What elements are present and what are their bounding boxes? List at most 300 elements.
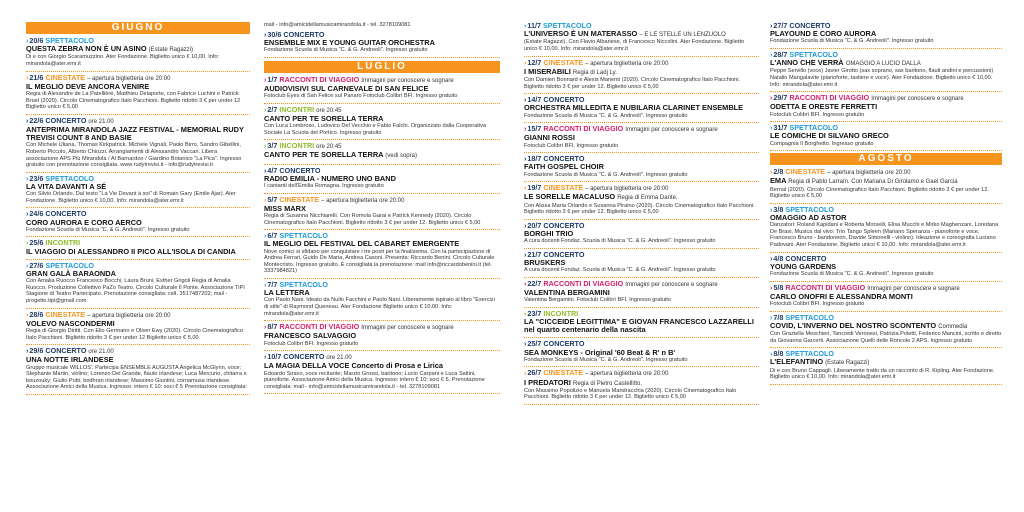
event-title: [26, 248, 250, 256]
event-list: [524, 22, 759, 405]
arrow-icon: ›: [524, 249, 527, 259]
event-item: [264, 31, 500, 54]
event-item: [770, 284, 1002, 308]
arrow-icon: ›: [264, 165, 267, 175]
event-description: Fondazione Scuola di Musica "C. & G. Andreoli". Ingresso gratuito: [264, 47, 428, 53]
arrow-icon: ›: [264, 29, 267, 39]
event-date: 29/7: [773, 93, 788, 103]
dotted-divider: [264, 139, 500, 140]
event-category: CONCERTO: [789, 21, 831, 30]
event-date: 2/7: [267, 104, 278, 114]
dotted-divider: [524, 181, 759, 182]
event-title-text: BRUSKERS: [524, 257, 566, 267]
event-title: [524, 230, 759, 238]
event-item: [524, 222, 759, 245]
column-2: [264, 0, 500, 512]
event-title-text: RADIO EMILIA - NUMERO UNO BAND: [264, 173, 396, 183]
event-category: CONCERTO: [543, 154, 585, 164]
event-description: A cura docenti Fondaz. Scuola di Musica "C. & G. Andreoli". Ingresso gratuito: [524, 238, 716, 245]
event-category: SPETTACOLO: [789, 50, 838, 59]
event-date: 23/7: [527, 308, 542, 318]
event-item: [264, 76, 500, 100]
event-item: [524, 310, 759, 335]
event-category: CINESTATE: [45, 309, 86, 319]
event-title-text: LA MAGIA DELLA VOCE Concerto di Prosa e Lirica: [264, 361, 444, 371]
event-date: 21/7: [527, 249, 542, 259]
arrow-icon: ›: [524, 57, 527, 67]
event-title-text: OMAGGIO AD ASTOR: [770, 212, 847, 222]
event-category: INCONTRI: [279, 104, 315, 114]
dotted-divider: [26, 71, 250, 72]
event-note: Immagini per conoscere e sognare: [871, 96, 964, 103]
dotted-divider: [264, 229, 500, 230]
event-category: SPETTACOLO: [45, 260, 94, 270]
arrow-icon: ›: [524, 220, 527, 230]
arrow-icon: ›: [26, 309, 29, 319]
event-title-text: LE COMICHE DI SILVANO GRECO: [770, 131, 889, 141]
event-item: [524, 22, 759, 53]
event-item: [770, 206, 1002, 249]
dotted-divider: [26, 259, 250, 260]
event-item: [264, 196, 500, 227]
event-item: [26, 117, 250, 169]
arrow-icon: ›: [264, 231, 267, 241]
dotted-divider: [524, 122, 759, 123]
event-category: SPETTACOLO: [543, 21, 592, 30]
event-title: [770, 214, 1002, 222]
dotted-divider: [264, 320, 500, 321]
event-title-text: YOUNG GARDENS: [770, 261, 837, 271]
event-title: [26, 219, 250, 227]
event-header: [770, 168, 1002, 177]
event-title: [264, 39, 500, 47]
dotted-divider: [524, 248, 759, 249]
event-category: CONCERTO: [543, 249, 585, 259]
event-title: [264, 289, 500, 297]
event-date: 23/6: [29, 173, 44, 183]
event-date: 18/7: [527, 154, 542, 164]
arrow-icon: ›: [770, 204, 773, 214]
event-title: [26, 356, 250, 364]
event-title: [524, 104, 759, 112]
event-item: [26, 74, 250, 111]
dotted-divider: [524, 366, 759, 367]
event-title: [524, 289, 759, 297]
event-list: [264, 22, 500, 394]
event-list: [770, 22, 1002, 385]
event-category: CINESTATE: [543, 183, 584, 193]
dotted-divider: [770, 281, 1002, 282]
event-description: Con Alissa Maria Orlando e Susanna Piraino (2020). Circolo Cinematografico Italo Pacchioni. Biglietto ridotto 3 € per under 12. Biglietto unico € 5,00: [524, 202, 755, 216]
dotted-divider: [770, 121, 1002, 122]
event-title-text: LA "CICCEIDE LEGITTIMA" E GIOVAN FRANCESCO LAZZARELLI nel quarto centenario della nascita: [524, 316, 754, 335]
event-title: [264, 85, 500, 93]
event-item: [26, 311, 250, 342]
dotted-divider: [770, 252, 1002, 253]
event-date: 10/7: [267, 352, 282, 362]
event-category: CONCERTO: [45, 115, 87, 125]
event-item: [264, 353, 500, 390]
event-date: 28/6: [29, 309, 44, 319]
dotted-divider: [264, 193, 500, 194]
event-category: CONCERTO: [785, 253, 827, 263]
event-category: CINESTATE: [543, 57, 584, 67]
dotted-divider: [770, 91, 1002, 92]
arrow-icon: ›: [524, 21, 527, 30]
event-category: INCONTRI: [45, 238, 81, 248]
event-note: Immagini per conoscere e sognare: [867, 285, 960, 292]
arrow-icon: ›: [26, 173, 29, 183]
dotted-divider: [524, 93, 759, 94]
column-4: [770, 0, 1002, 512]
column-1: [26, 0, 250, 512]
event-item: [264, 142, 500, 160]
event-item: [26, 210, 250, 233]
dotted-divider: [26, 172, 250, 173]
event-title-text: UNA NOTTE IRLANDESE: [26, 355, 114, 365]
event-description: Fondazione Scuola di Musica "C. & G. Andreoli". Ingresso gratuito: [524, 171, 688, 178]
event-description: Fondazione Scuola di Musica "C. & G. Andreoli". Ingresso gratuito: [770, 38, 934, 45]
event-category: CINESTATE: [45, 72, 86, 82]
event-title: [264, 240, 500, 248]
event-description: Fotoclub Eyes di San Felice sul Panaro Fotoclub Colibrì BFI. Ingresso gratuito: [264, 93, 458, 99]
event-description: Con Michele Uliana, Thomas Kirkpatrick, Michele Vignali, Paolo Birro, Sandro Gibellini, Roberto Piccolo, Alberto Chiozzi. Arrangiamenti di Alessandro Vaccari. Libera associazione APS Più Mirandola / Al Barnardon / Giardino Botanico "La Pica". Ingresso gratuito con prenotazione consigliata. www.rudytrevisi.it - info@rudytrevisi.it: [26, 142, 242, 169]
event-note: Immagini per conoscere e sognare: [361, 325, 454, 332]
event-title-text: LE SORELLE MACALUSO: [524, 192, 616, 202]
event-date: 21/6: [29, 72, 44, 82]
event-category: CONCERTO: [45, 346, 87, 356]
arrow-icon: ›: [26, 346, 29, 356]
arrow-icon: ›: [770, 167, 773, 177]
event-category: CINESTATE: [543, 368, 584, 378]
arrow-icon: ›: [264, 352, 267, 362]
event-title: [264, 332, 500, 340]
dotted-divider: [770, 150, 1002, 151]
event-description: I cantanti dell'Emilia Romagna. Ingresso gratuito: [264, 183, 384, 189]
month-header-agosto: AGOSTO: [770, 153, 1002, 165]
event-description: Con Massimo Popolizio e Manuela Mandracchia (2020). Circolo Cinematografico Italo Pacchioni. Biglietto ridotto 3 € per under 12. Biglietto unico € 5,00: [524, 387, 737, 401]
event-title: [524, 134, 759, 142]
month-header-giugno: GIUGNO: [26, 22, 250, 34]
event-title: [524, 68, 759, 77]
event-title-text: ORCHESTRA MILLEDITA E NUBILARIA CLARINET ENSEMBLE: [524, 103, 744, 113]
arrow-icon: ›: [264, 322, 267, 332]
event-note: ore 21.00: [326, 355, 352, 362]
event-title-text: IL MEGLIO DEVE ANCORA VENIRE: [26, 81, 150, 91]
arrow-icon: ›: [264, 104, 267, 114]
dotted-divider: [524, 219, 759, 220]
month-header-luglio: LUGLIO: [264, 61, 500, 73]
event-date: 8/8: [773, 349, 784, 359]
event-item: [524, 125, 759, 149]
event-category: RACCONTI DI VIAGGIO: [785, 282, 866, 292]
dotted-divider: [26, 236, 250, 237]
dotted-divider: [524, 56, 759, 57]
event-date: 12/7: [527, 57, 542, 67]
event-description: Bernal (2020). Circolo Cinematografico Italo Pacchioni. Biglietto ridotto 3 € per under 12. Biglietto unico € 5,00: [770, 186, 989, 200]
event-date: 25/7: [527, 339, 542, 349]
event-title: [770, 59, 1002, 68]
arrow-icon: ›: [26, 260, 29, 270]
event-title-text: LA LETTERA: [264, 288, 310, 298]
dotted-divider: [770, 48, 1002, 49]
event-item: [524, 59, 759, 91]
event-title-note: Regia di Emma Dante.: [617, 195, 678, 202]
event-category: RACCONTI DI VIAGGIO: [543, 124, 624, 134]
event-item: [770, 124, 1002, 147]
event-date: 22/7: [527, 278, 542, 288]
event-title-text: PLAYOUND E CORO AURORA: [770, 29, 877, 39]
event-item: [770, 314, 1002, 345]
event-title: [524, 259, 759, 267]
arrow-icon: ›: [524, 339, 527, 349]
dotted-divider: [770, 203, 1002, 204]
dotted-divider: [264, 278, 500, 279]
dotted-divider: [770, 384, 1002, 385]
event-title: [770, 132, 1002, 140]
dotted-divider: [770, 311, 1002, 312]
event-title-text: LA VITA DAVANTI A SÉ: [26, 181, 107, 191]
event-note: Immagini per conoscere e sognare: [625, 127, 718, 134]
event-note: ore 21.00: [88, 349, 114, 356]
event-item: [524, 369, 759, 401]
event-item: [26, 175, 250, 205]
event-title-text: GRAN GALÀ BARAONDA: [26, 268, 116, 278]
event-item: [524, 251, 759, 274]
event-title: [524, 30, 759, 39]
event-item: [524, 155, 759, 178]
event-item: [524, 280, 759, 304]
event-description: (Estate Ragazzi). Con Flavio Albanese, di Francesco Niccolini. Ater Fondazione. Biglietto unico € 10,00. Info: mirandola@ater.emr.it: [524, 39, 745, 52]
event-description: Di e con Bruno Cappagli. Liberamente tratto da un racconto di R. Kipling. Ater Fondazione. Biglietto unico € 10,00. Info: mirandola@ater.emr.it: [770, 367, 995, 381]
event-title-text: L'ELEFANTINO: [770, 357, 824, 367]
event-category: SPETTACOLO: [785, 204, 834, 214]
event-title: [770, 30, 1002, 38]
event-title: [524, 349, 759, 357]
event-item: [524, 340, 759, 363]
event-title: [26, 45, 250, 54]
event-date: 5/7: [267, 194, 278, 204]
event-title-note: Commedia: [938, 323, 968, 330]
event-item: [524, 184, 759, 216]
event-description: Fondazione Scuola di Musica "C. & G. Andreoli". Ingresso gratuito: [26, 226, 190, 233]
event-date: 15/7: [527, 124, 542, 134]
arrow-icon: ›: [770, 21, 773, 30]
arrow-icon: ›: [770, 123, 773, 133]
event-title-text: IL MEGLIO DEL FESTIVAL DEL CABARET EMERGENTE: [264, 239, 460, 249]
event-title-text: SEA MONKEYS - Original '60 Beat & R' n B': [524, 347, 676, 357]
event-title-text: CANTO PER TE SORELLA TERRA: [264, 113, 384, 123]
event-category: SPETTACOLO: [45, 173, 94, 183]
event-item: [770, 168, 1002, 200]
event-date: 28/7: [773, 50, 788, 59]
event-item: [770, 22, 1002, 45]
event-category: CONCERTO: [543, 220, 585, 230]
event-title: [26, 320, 250, 328]
arrow-icon: ›: [524, 308, 527, 318]
arrow-icon: ›: [770, 253, 773, 263]
event-title-text: ENSEMBLE MIX E YOUNG GUITAR ORCHESTRA: [264, 37, 435, 47]
event-title: [770, 177, 1002, 186]
event-description: Con Silvio Orlando. Dal testo "La Vie Devant à soi" di Romain Gary (Emile Ajar). Ater Fondazione. Biglietto unico € 10,00. Info: mirandola@ater.emr.it: [26, 191, 236, 204]
dotted-divider: [770, 347, 1002, 348]
event-title: [26, 183, 250, 191]
event-item: [264, 106, 500, 137]
event-description: Gruppo musicale WILLOS'. Partecipa ENSEMBLE AUGUSTA Angelica McGlynn, voce; Stephanie Martin, violino; Lorenzo Del Grande, flauto irlandese; Luca Mercurio, chitarra e bouzouky; Giulio Putti, bodhran irlandese; Massimo Giuntini, cornamusa irlandese. Associazione Amici della Musica. Ingresso: intero € 10; soci € 5 Prenotazione consigliata:: [26, 364, 248, 391]
event-description: Fondazione Scuola di Musica "C. & G. Andreoli". Ingresso gratuito: [770, 270, 934, 277]
event-description: Danzatori: Roland Kapidani e Roberta Morselli, Elisa Mucchi e Mirko Maghenzani, Loredana De Brasi. Musica dal vivo: Trio Tango Spleen (Mariano Speranza - pianoforte e voce, Francesco Bruno - bandoneon, Davide Simonelli - violino). Ideazione e coreografia Luciano Padovani. Ater Fondazione. Biglietto unico € 10,00. Info: mirandola@ater.emr.it: [770, 222, 999, 248]
event-title-note: Regia di Pablo Larraín. Con Mariana Di Girolamo e Gael Garcia: [788, 179, 958, 186]
event-note: – apertura biglietteria ore 20:00: [87, 75, 171, 82]
arrow-icon: ›: [524, 183, 527, 193]
event-description: Fondazione Scuola di Musica "C. & G. Andreoli". Ingresso gratuito: [524, 112, 688, 119]
event-date: 5/8: [773, 282, 784, 292]
event-category: CONCERTO: [543, 95, 585, 105]
event-date: 20/6: [29, 36, 44, 45]
event-title: [524, 163, 759, 171]
event-title: [264, 151, 500, 160]
event-category: CONCERTO: [279, 165, 321, 175]
event-description: Con Luca Lombroso, Ludovico Del Vecchio e Fabio Falchi. Organizzato dalla Cooperativa Sociale La Scuola del Portico. Ingresso gratuito: [264, 123, 487, 136]
arrow-icon: ›: [524, 368, 527, 378]
event-note: ore 21.00: [88, 118, 114, 125]
event-description: Fotoclub Colibrì BFI. Ingresso gratuito: [770, 300, 865, 307]
event-title-text: CORO AURORA E CORO AERCO: [26, 217, 142, 227]
event-item: [770, 51, 1002, 88]
event-category: SPETTACOLO: [785, 349, 834, 359]
event-title-text: I PREDATORI: [524, 377, 571, 387]
event-date: 6/7: [267, 231, 278, 241]
event-description: Con Amalia Ruocco Francesco Bocchi, Laura Bruni, Esther Grigoli Regia di Amalia Ruocco. Produzione Collettivo PaZo Teatro. Circolo Culturale Il Ponte. Associazione TiPì Stagione di Teatro Partecipato. Prenotazione consigliata: cell. 3517487202; mail - progetto.tipi@gmail.com: [26, 278, 245, 304]
arrow-icon: ›: [26, 115, 29, 125]
event-title: [264, 205, 500, 213]
continued-contact-line: mail - info@amicidellamusicamirandola.it - tel. 3278109081: [264, 22, 411, 28]
event-title-text: BORGHI TRIO: [524, 228, 574, 238]
event-date: 27/7: [773, 21, 788, 30]
event-title-note: (Estate Ragazzi): [825, 360, 870, 367]
event-description: Compagnia Il Borghetto. Ingresso gratuito: [770, 140, 874, 147]
arrow-icon: ›: [770, 50, 773, 59]
event-note: – apertura biglietteria ore 20:00: [585, 371, 669, 378]
event-list: [26, 37, 250, 395]
event-category: INCONTRI: [543, 308, 579, 318]
event-title-text: COVID, L'INVERNO DEL NOSTRO SCONTENTO: [770, 320, 937, 330]
event-description: Di e con Giorgio Scaramuzzino. Ater Fondazione. Biglietto unico € 10,00. Info: mirandola@ater.emr.it: [26, 54, 220, 67]
event-description: Nove comici si sfidano per conquistare i tre posti per la finalissima. Con la partecipazione di Andrea Ferrari, Guido De Maria, Andrea Casoni. Presenta: Riccardo Benini. Circolo Culturale Montecristo. Ingresso gratuito. È consigliata la prenotazione: mail info@riccardobenini.it (tel. 3337984821): [264, 248, 495, 275]
event-title: [26, 126, 250, 142]
event-title-text: CANTO PER TE SORELLA TERRA: [264, 150, 384, 160]
dotted-divider: [26, 394, 250, 395]
arrow-icon: ›: [524, 278, 527, 288]
arrow-icon: ›: [524, 154, 527, 164]
event-title-text: FRANCESCO SALVAGGIO: [264, 331, 357, 341]
event-category: RACCONTI DI VIAGGIO: [279, 322, 360, 332]
arrow-icon: ›: [26, 209, 29, 219]
event-item: [264, 281, 500, 317]
event-description: Valentina Bergamini. Fotoclub Colibrì BFI. Ingresso gratuito: [524, 297, 671, 304]
event-date: 3/8: [773, 204, 784, 214]
event-title: [770, 263, 1002, 271]
arrow-icon: ›: [26, 238, 29, 248]
event-date: 27/6: [29, 260, 44, 270]
event-note: Immagini per conoscere e sognare: [625, 281, 718, 288]
event-title-text: QUESTA ZEBRA NON È UN ASINO: [26, 44, 147, 54]
event-title: [770, 358, 1002, 367]
dotted-divider: [524, 277, 759, 278]
event-date: 4/8: [773, 253, 784, 263]
event-description: Con Damien Bonnard e Alexis Manenti (2020). Circolo Cinematografico Italo Pacchioni. Biglietto ridotto 3 € per under 12. Biglietto unico € 5,00: [524, 77, 741, 90]
event-date: 3/7: [267, 141, 278, 151]
dotted-divider: [524, 404, 759, 405]
event-date: 2/8: [773, 167, 784, 177]
dotted-divider: [264, 164, 500, 165]
event-date: 7/7: [267, 279, 278, 289]
event-title: [264, 175, 500, 183]
event-title-text: GIANNI ROSSI: [524, 133, 575, 143]
dotted-divider: [264, 350, 500, 351]
event-description: Peppe Servillo (voce) Javier Girotto (sax soprano, sax baritono, flauti andini e percussioni) Natalio Mangalavite (pianoforte, tastiere e voce). Ater Fondazione. Biglietto unico € 10,00. Info: mirandola@ater.emr.it: [770, 68, 994, 88]
event-category: SPETTACOLO: [785, 312, 834, 322]
event-title-text: L'UNIVERSO È UN MATERASSO: [524, 29, 638, 39]
event-description: Regia di Alexandre de La Patellière, Matthieu Delaporte, con Fabrice Luchini e Patrick Bruel (2020). Circolo Cinematografico Italo Pacchioni. Biglietto ridotto 3 € per under 12 Biglietto unico € 5,00: [26, 91, 241, 111]
event-title-text: IL VIAGGIO DI ALESSANDRO II PICO ALL'ISOLA DI CANDIA: [26, 246, 236, 256]
dotted-divider: [26, 344, 250, 345]
event-date: 7/8: [773, 312, 784, 322]
event-description: Fotoclub Colibrì BFI. Ingresso gratuito: [770, 111, 865, 118]
column-3: [524, 0, 759, 512]
event-title-text: VOLEVO NASCONDERMI: [26, 318, 115, 328]
dotted-divider: [524, 307, 759, 308]
arrow-icon: ›: [264, 279, 267, 289]
event-date: 20/7: [527, 220, 542, 230]
event-description: Fondazione Scuola di Musica "C. & G. Andreoli". Ingresso gratuito: [524, 356, 688, 363]
arrow-icon: ›: [524, 95, 527, 105]
event-date: 19/7: [527, 183, 542, 193]
dotted-divider: [264, 57, 500, 58]
dotted-divider: [26, 114, 250, 115]
event-title-note: (vedi sopra): [385, 153, 417, 160]
event-category: CONCERTO: [45, 209, 87, 219]
event-title-text: CARLO ONOFRI E ALESSANDRA MONTI: [770, 291, 913, 301]
event-title-note: (Estate Ragazzi): [148, 47, 194, 54]
event-item: [26, 347, 250, 391]
event-title: [264, 115, 500, 123]
event-note: ore 20:45: [316, 144, 342, 151]
event-note: Immagini per conoscere e sognare: [361, 77, 454, 84]
event-category: SPETTACOLO: [279, 231, 328, 241]
event-category: RACCONTI DI VIAGGIO: [543, 278, 624, 288]
event-date: 4/7: [267, 165, 278, 175]
event-date: 26/7: [527, 368, 542, 378]
event-description: A cura docenti Fondaz. Scuola di Musica "C. & G. Andreoli". Ingresso gratuito: [524, 267, 716, 274]
event-category: CONCERTO: [283, 29, 325, 39]
event-category: SPETTACOLO: [789, 123, 838, 133]
event-item: [264, 323, 500, 347]
event-title: [264, 362, 500, 370]
arrow-icon: ›: [770, 93, 773, 103]
event-item: [264, 232, 500, 275]
arrow-icon: ›: [524, 124, 527, 134]
dotted-divider: [524, 152, 759, 153]
event-title-text: I MISERABILI: [524, 66, 571, 76]
event-description: Regia di Susanna Nicchiarelli. Con Romola Garai e Patrick Kennedy (2020). Circolo Cinematografico Italo Pacchioni. Biglietto ridotto 3 € per under 12. Biglietto unico € 5,00: [264, 213, 481, 226]
event-title-text: ODETTA E ORESTE FERRETTI: [770, 102, 878, 112]
event-category: SPETTACOLO: [279, 279, 328, 289]
event-item: [770, 255, 1002, 278]
event-item: [26, 262, 250, 305]
dotted-divider: [264, 393, 500, 394]
event-date: 22/6: [29, 115, 44, 125]
